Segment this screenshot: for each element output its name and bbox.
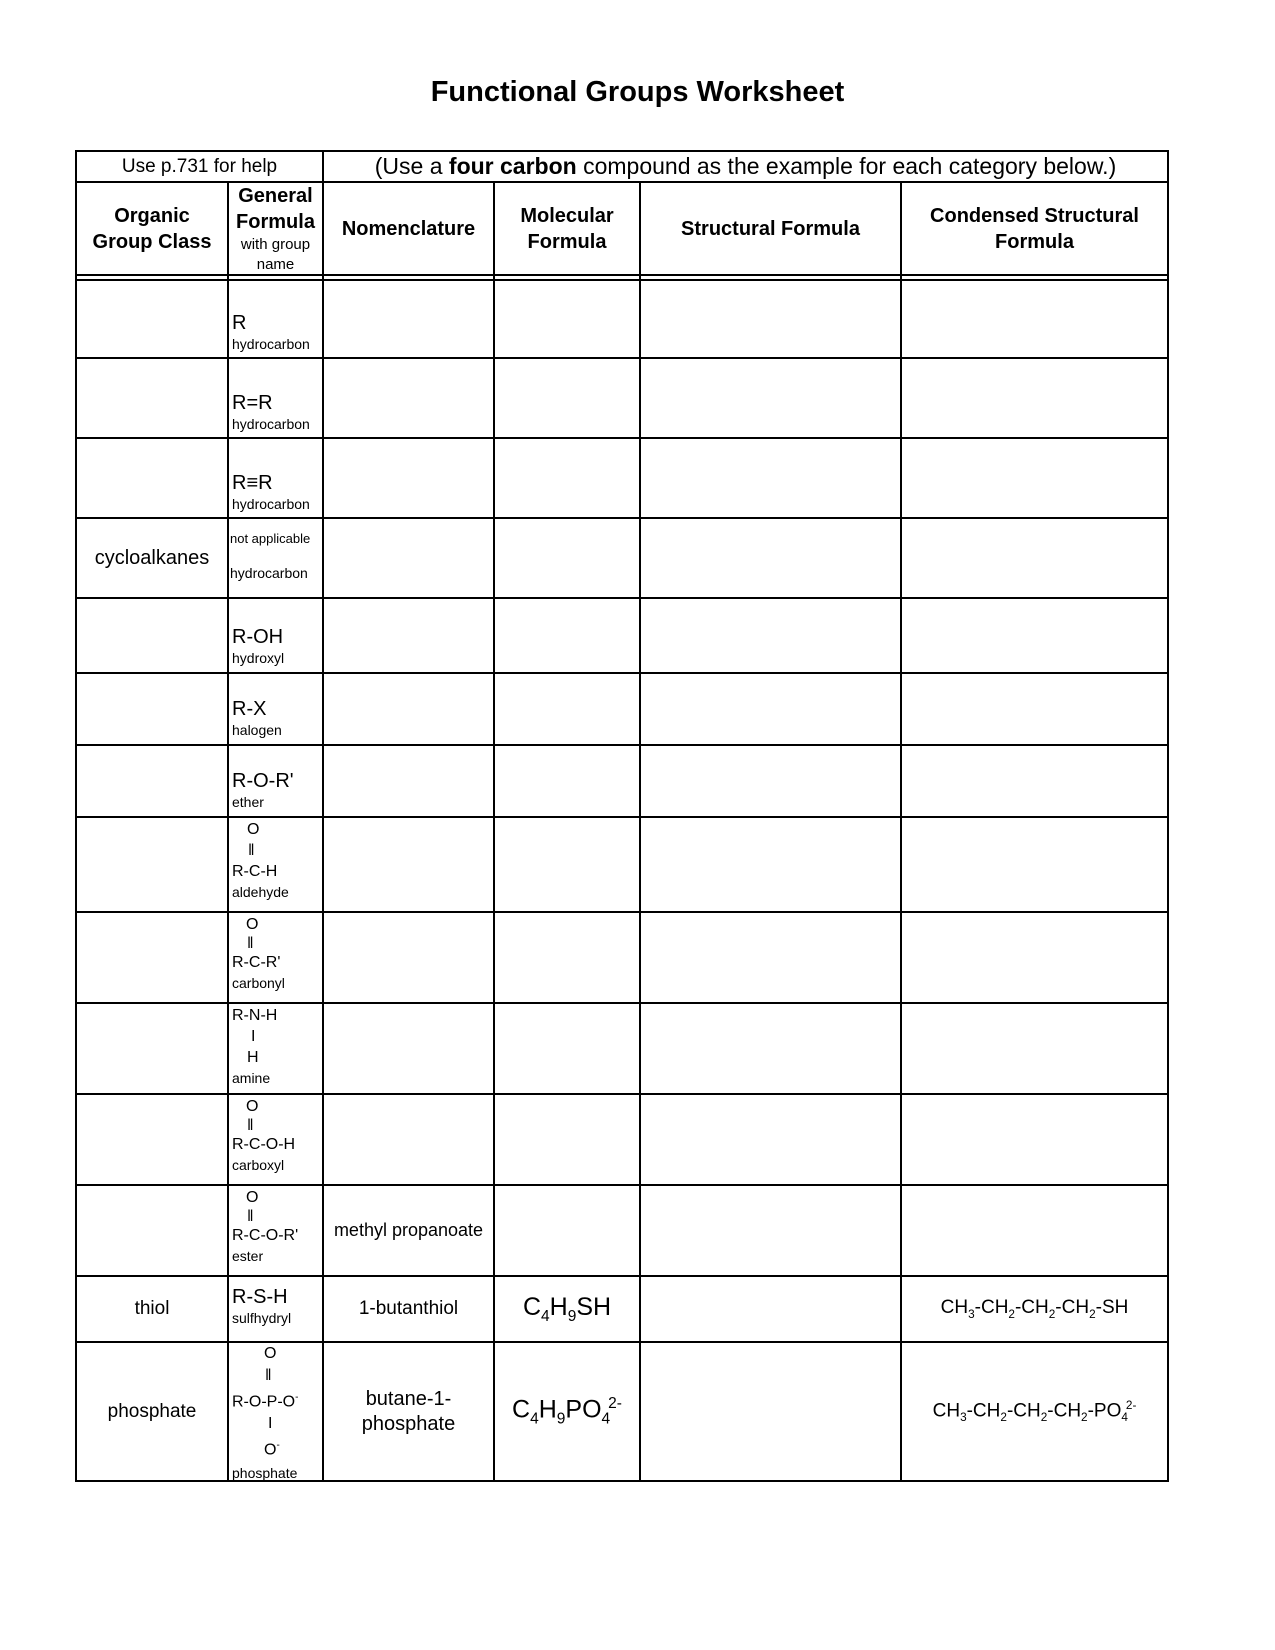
header-structural-formula: Structural Formula (681, 217, 860, 240)
formula-line: R-C-O-H (232, 1136, 296, 1153)
group-name: carbonyl (232, 975, 285, 991)
general-formula-cell (232, 1188, 298, 1267)
header-general-formula: General Formula with group name (236, 185, 315, 273)
general-formula-cell (232, 770, 294, 812)
formula-line: R (232, 312, 247, 334)
instruction-note: (Use a four carbon compound as the example for each category below.) (374, 153, 1117, 179)
formula-line: O (264, 1345, 277, 1362)
condensed-formula-cell: $CH_3-CH_2-CH_2-CH_2-PO_4^{2-}$ (932, 1398, 1137, 1425)
formula-line: R-S-H (232, 1286, 288, 1308)
formula-line: ‖ (247, 935, 254, 952)
formula-line: R=R (232, 392, 273, 414)
general-formula-cell (232, 626, 284, 668)
formula-line: O- (264, 1440, 280, 1459)
general-formula-cell (232, 698, 282, 740)
formula-line: R-X (232, 698, 267, 720)
formula-line: O (246, 1189, 259, 1206)
molecular-formula-cell: $C_4H_9PO_4^{2-}$ (512, 1394, 622, 1428)
general-formula-cell (232, 820, 289, 902)
formula-line: R-OH (232, 626, 284, 648)
group-name: hydrocarbon (230, 565, 308, 581)
general-formula-cell (230, 531, 310, 581)
header-molecular-formula: Molecular Formula (520, 204, 614, 253)
general-formula-cell (232, 392, 310, 434)
header-condensed-structural-formula: Condensed Structural Formula (930, 204, 1139, 253)
header-organic-group-class: Organic Group Class (92, 204, 212, 253)
group-name: phosphate (232, 1464, 298, 1481)
formula-line: ‖ (247, 1117, 254, 1134)
formula-line: R-O-P-O- (232, 1392, 299, 1411)
help-note: Use p.731 for help (121, 155, 278, 177)
general-formula-cell (232, 1286, 291, 1328)
general-formula-cell (232, 312, 310, 354)
general-formula-cell (232, 1005, 277, 1089)
formula-line: not applicable (230, 531, 311, 546)
nomenclature-cell: 1-butanthiol (358, 1298, 459, 1319)
general-formula-cell (232, 1343, 298, 1484)
organic-group-class: cycloalkanes (94, 546, 210, 569)
group-name: halogen (232, 722, 282, 738)
molecular-formula-cell: $C_4H_9SH$ (522, 1292, 612, 1325)
group-name: hydroxyl (232, 650, 285, 666)
formula-line: ‖ (247, 1208, 254, 1225)
formula-line: ‖ (248, 842, 255, 859)
formula-line: R-C-H (232, 863, 278, 880)
group-name: ester (232, 1248, 264, 1264)
organic-group-class: thiol (134, 1298, 170, 1319)
group-name: hydrocarbon (232, 416, 310, 432)
general-formula-cell (232, 472, 310, 514)
formula-line: O (246, 916, 259, 933)
group-name: sulfhydryl (232, 1310, 292, 1326)
header-nomenclature: Nomenclature (341, 217, 476, 240)
formula-line: I (251, 1028, 256, 1045)
nomenclature-cell: methyl propanoate (333, 1220, 484, 1240)
formula-line: R≡R (232, 472, 273, 494)
organic-group-class: phosphate (107, 1400, 197, 1422)
formula-line: R-C-R' (232, 954, 281, 971)
condensed-formula-cell: $CH_3-CH_2-CH_2-CH_2-SH$ (940, 1297, 1129, 1321)
group-name: amine (232, 1070, 271, 1086)
group-name: hydrocarbon (232, 496, 310, 512)
formula-line: I (268, 1415, 273, 1433)
general-formula-cell (232, 915, 285, 994)
formula-line: R-C-O-R' (232, 1227, 299, 1244)
formula-line: O (246, 1098, 259, 1115)
formula-line: O (247, 821, 260, 838)
page-title: Functional Groups Worksheet (430, 76, 845, 108)
group-name: carboxyl (232, 1157, 285, 1173)
group-name: hydrocarbon (232, 336, 310, 352)
nomenclature-cell: butane-1-phosphate (361, 1387, 456, 1435)
general-formula-cell (232, 1097, 295, 1176)
group-name: aldehyde (232, 884, 289, 900)
group-name: ether (232, 794, 264, 810)
formula-line: H (247, 1049, 259, 1066)
formula-line: R-N-H (232, 1007, 278, 1024)
formula-line: R-O-R' (232, 770, 294, 792)
formula-line: ‖ (265, 1367, 272, 1384)
